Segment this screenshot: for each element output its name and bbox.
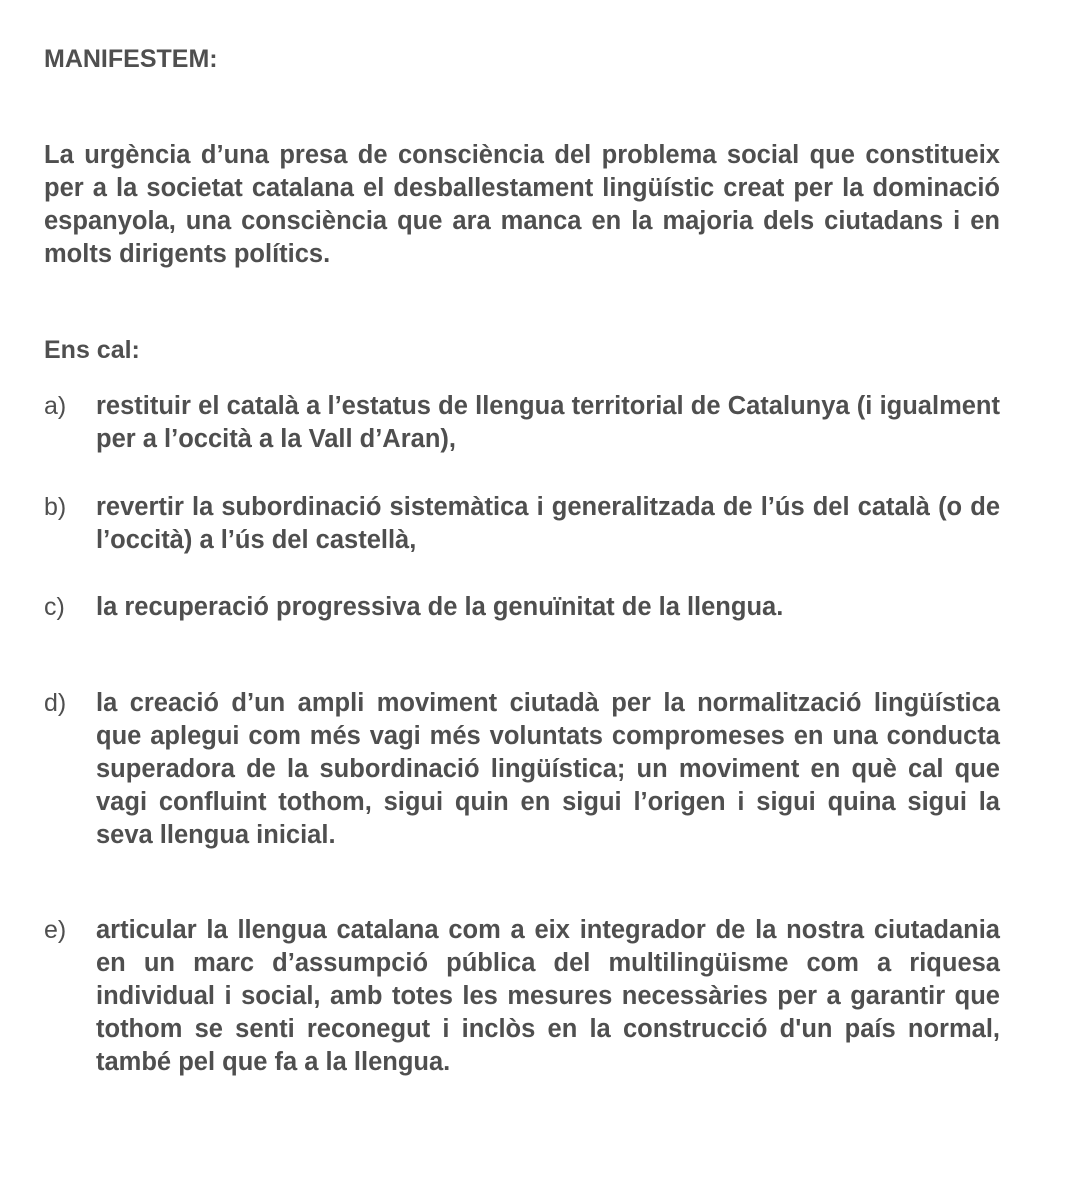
list-marker: c) <box>44 593 65 621</box>
list-marker: e) <box>44 916 67 944</box>
list-item-text: restituir el català a l’estatus de llengua territorial de Catalunya (i igualment per a l’occità a la Vall d’Aran), <box>96 392 1000 453</box>
list-item-text: revertir la subordinació sistemàtica i generalitzada de l’ús del català (o de l’occità) a l’ús del castellà, <box>96 493 1000 554</box>
list-marker: d) <box>44 689 67 717</box>
intro-paragraph: La urgència d’una presa de consciència del problema social que constitueix per a la societat catalana el desballestament lingüístic creat per la dominació espanyola, una consciència que ara manca en la majoria dels ciutadans i en molts dirigents polítics. <box>44 141 1000 268</box>
list-marker: b) <box>44 493 67 521</box>
list-item-text: articular la llengua catalana com a eix integrador de la nostra ciutadania en un marc d’assumpció pública del multilingüisme com a riquesa individual i social, amb totes les mesures necessàries per a garantir que tothom se senti reconegut i inclòs en la construcció d'un país normal, també pel que fa a la llengua. <box>96 916 1000 1076</box>
list-marker: a) <box>44 392 67 420</box>
list-item-text: la recuperació progressiva de la genuïnitat de la llengua. <box>96 593 784 621</box>
list-lead-text: Ens cal: <box>44 336 140 364</box>
document-heading: MANIFESTEM: <box>44 45 218 73</box>
list-item-text: la creació d’un ampli moviment ciutadà per la normalització lingüística que aplegui com més vagi més voluntats compromeses en una conducta superadora de la subordinació lingüística; un moviment en què cal que vagi confluint tothom, sigui quin en sigui l’origen i sigui quina sigui la seva llengua inicial. <box>96 689 1000 849</box>
